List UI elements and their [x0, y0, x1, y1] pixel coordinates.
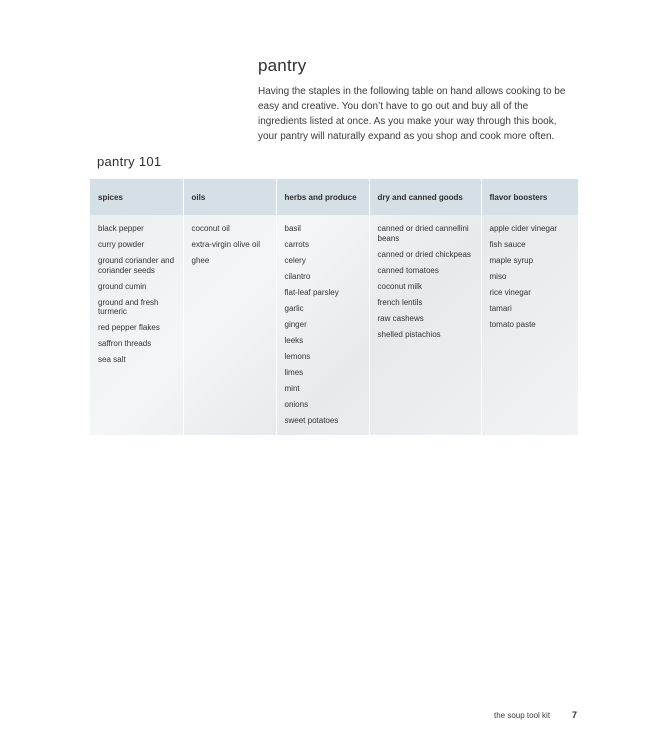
list-item: sea salt [98, 355, 126, 364]
list-item: canned or dried cannellini beans [377, 224, 469, 243]
list-item: ground and fresh turmeric [98, 297, 159, 316]
list-item: lemons [284, 352, 311, 361]
list-item: sweet potatoes [284, 416, 339, 425]
list-item: canned or dried chickpeas [377, 249, 471, 259]
list-item: tomato paste [489, 320, 536, 329]
list-item: raw cashews [377, 313, 424, 323]
list-item: french lentils [377, 297, 423, 307]
list-item: shelled pistachios [377, 329, 441, 339]
list-item: leeks [284, 336, 304, 345]
list-item: celery [284, 256, 306, 265]
column-header-dry-and-canned-goods: dry and canned goods [369, 179, 481, 215]
list-item: maple syrup [489, 256, 534, 265]
column-header-herbs-and-produce: herbs and produce [276, 179, 369, 215]
list-item: canned tomatoes [377, 265, 439, 275]
list-item: garlic [284, 304, 304, 313]
table-body-row [90, 215, 578, 435]
list-item: ground cumin [98, 281, 147, 291]
list-item: ghee [191, 256, 210, 265]
intro-paragraph: Having the staples in the following table on hand allows cooking to be easy and creative. You don’t have to go out and buy all of the ingredients listed at once. As you make your way through this book, your pantry will naturally expand as you shop and cook more often. [258, 86, 566, 142]
list-item: red pepper flakes [98, 323, 160, 332]
list-item: limes [284, 368, 304, 377]
column-cell-oils [183, 215, 276, 435]
list-item: saffron threads [98, 339, 152, 348]
list-item: black pepper [98, 224, 144, 233]
list-item: rice vinegar [489, 288, 531, 297]
list-item: coconut milk [377, 281, 422, 291]
list-item: ground coriander and coriander seeds [98, 256, 175, 275]
column-cell-herbs-and-produce [276, 215, 369, 435]
list-item: curry powder [98, 240, 145, 249]
page-title: pantry [258, 56, 307, 75]
column-header-spices: spices [90, 179, 183, 215]
pantry-table [90, 179, 578, 435]
list-item: basil [284, 224, 301, 233]
list-item: miso [489, 272, 507, 281]
list-item: coconut oil [191, 224, 230, 233]
list-item: extra-virgin olive oil [191, 240, 260, 249]
running-head: the soup tool kit [494, 711, 551, 720]
table-title: pantry 101 [97, 154, 162, 169]
column-cell-dry-and-canned-goods [369, 215, 481, 435]
list-item: mint [284, 384, 300, 393]
page-number: 7 [572, 710, 578, 720]
column-cell-flavor-boosters [481, 215, 578, 435]
column-header-oils: oils [183, 179, 276, 215]
list-item: flat-leaf parsley [284, 288, 339, 297]
list-item: carrots [284, 240, 309, 249]
list-item: fish sauce [489, 240, 526, 249]
list-item: onions [284, 400, 309, 409]
column-header-flavor-boosters: flavor boosters [481, 179, 578, 215]
list-item: cilantro [284, 272, 311, 281]
list-item: ginger [284, 320, 307, 329]
table-header-row [90, 179, 578, 215]
list-item: tamari [489, 304, 512, 313]
list-item: apple cider vinegar [489, 224, 558, 233]
column-cell-spices [90, 215, 183, 435]
